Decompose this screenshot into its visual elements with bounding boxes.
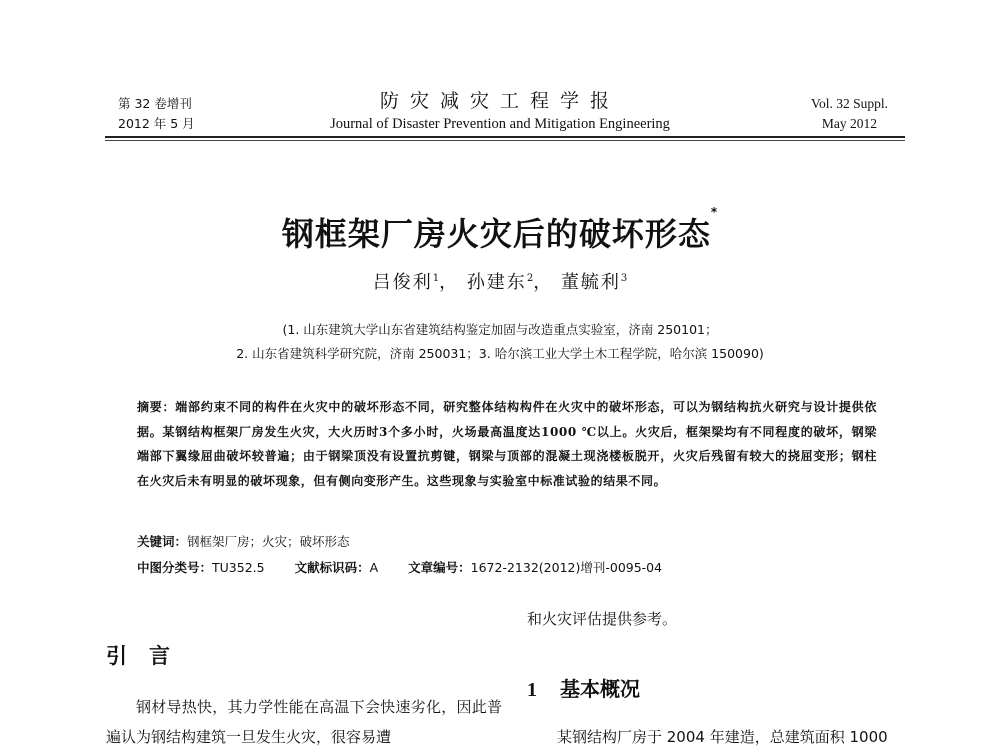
paper-title [0, 205, 1000, 255]
affiliation-line: 2. 山东省建筑科学研究院，济南 250031；3. 哈尔滨工业大学土木工程学院，哈尔滨 150090) [236, 346, 764, 361]
journal-issue-info-cn [118, 94, 195, 134]
author-affiliation-index: 1 [432, 273, 440, 284]
author-affiliation-index: 3 [620, 273, 628, 284]
author-separator: ， [439, 272, 460, 293]
keywords [137, 532, 350, 550]
introduction-paragraph: 钢材导热快，其力学性能在高温下会快速劣化，因此普遍认为钢结构建筑一旦发生火灾，很容易遭 [106, 698, 502, 746]
author-name: 吕俊利 [372, 272, 433, 293]
title-text: 钢框架厂房火灾后的破坏形态 [281, 215, 711, 253]
author-list [0, 268, 1000, 294]
affiliation-line: (1. 山东建筑大学山东省建筑结构鉴定加固与改造重点实验室，济南 250101； [282, 322, 718, 337]
volume-cn: 第 32 卷增刊 [118, 96, 192, 111]
title-footnote-mark: * [710, 205, 719, 219]
doc-code-value: A [369, 560, 379, 575]
author-separator: ， [533, 272, 554, 293]
article-number-label: 文章编号： [408, 560, 471, 575]
section-title: 基本概况 [560, 677, 640, 701]
doc-code-label: 文献标识码： [294, 560, 370, 575]
section-number: 1 [527, 679, 537, 701]
article-number-value: 1672-2132(2012)增刊-0095-04 [470, 560, 663, 575]
header-rule-thick [105, 136, 905, 138]
right-column-continuation: 和火灾评估提供参考。 [527, 610, 678, 628]
affiliations [0, 318, 1000, 366]
classification-info [137, 558, 662, 576]
journal-name-cn: 防灾减灾工程学报 [379, 90, 620, 112]
author-affiliation-index: 2 [526, 273, 534, 284]
keywords-text: 钢框架厂房；火灾；破坏形态 [187, 534, 350, 549]
section-1-paragraph: 某钢结构厂房于 2004 年建造，总建筑面积 1000 [557, 728, 888, 746]
journal-masthead [250, 88, 750, 134]
author-name: 董毓利 [560, 272, 621, 293]
date-cn: 2012 年 5 月 [118, 116, 195, 131]
author-name: 孙建东 [466, 272, 527, 293]
section-heading-1 [527, 673, 640, 702]
abstract-text: 端部约束不同的构件在火灾中的破坏形态不同，研究整体结构构件在火灾中的破坏形态，可以为钢结构抗火研究与设计提供依据。某钢结构框架厂房发生火灾，大火历时3个多小时，火场最高温度达1000 ℃以上。火灾后，框架梁均有不同程度的破坏，钢梁端部下翼缘屈曲破坏较普遍；由于钢梁顶没有设置抗剪键，钢梁与顶部的混凝土现浇楼板脱开，火灾后残留有较大的挠屈变形；钢柱在火灾后未有明显的破坏现象，但有侧向变形产生。这些现象与实验室中标准试验的结果不同。 [137, 400, 877, 488]
abstract-label: 摘要： [137, 400, 176, 414]
clc-value: TU352.5 [212, 560, 265, 575]
volume-en: Vol. 32 Suppl. [810, 96, 888, 111]
abstract [137, 395, 877, 493]
section-heading-introduction: 引言 [106, 644, 192, 668]
clc-label: 中图分类号： [137, 560, 213, 575]
journal-issue-info-en [811, 94, 888, 134]
header-rule-thin [105, 140, 905, 141]
journal-name-en: Journal of Disaster Prevention and Mitigation Engineering [330, 116, 670, 132]
date-en: May 2012 [821, 116, 878, 131]
keywords-label: 关键词： [137, 534, 188, 549]
